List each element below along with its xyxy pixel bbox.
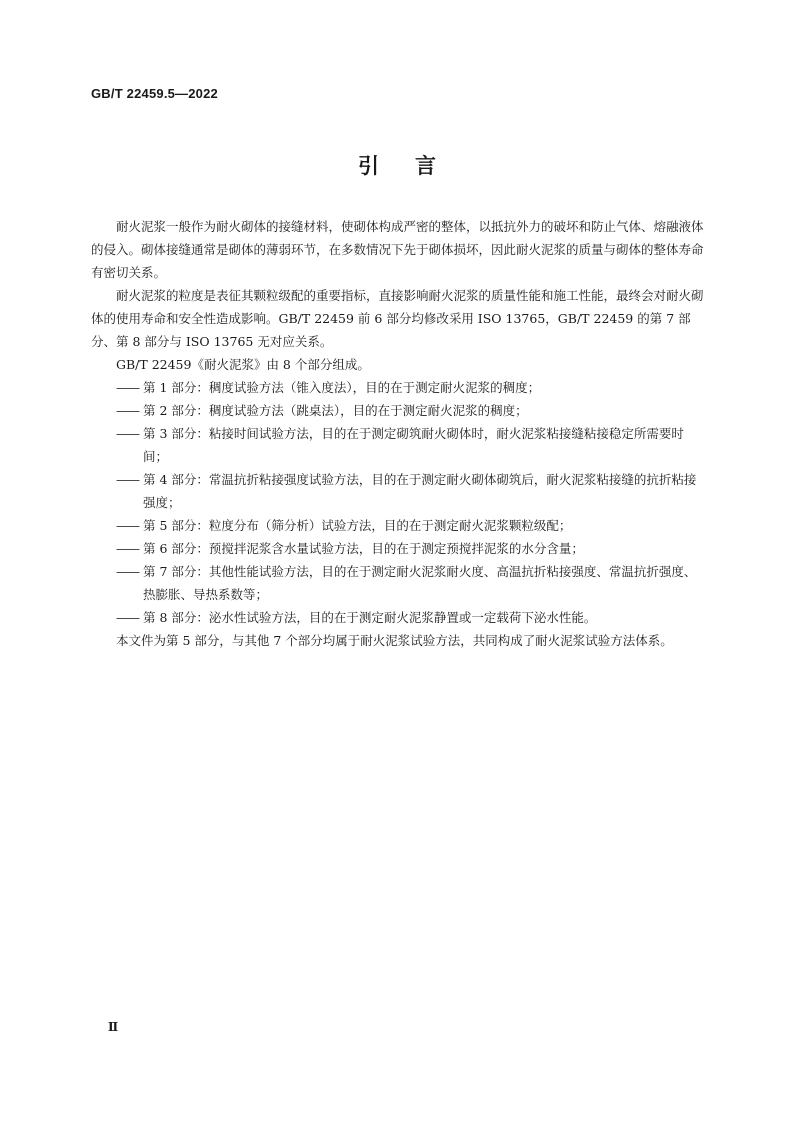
- list-item: [91, 376, 707, 399]
- list-item-text: 第 3 部分：粘接时间试验方法，目的在于测定砌筑耐火砌体时，耐火泥浆粘接缝粘接稳定所需要时间；: [143, 426, 684, 464]
- title-char-1: 引: [358, 154, 379, 178]
- list-dash: ——: [116, 518, 139, 533]
- list-item-text: 第 6 部分：预搅拌泥浆含水量试验方法，目的在于测定预搅拌泥浆的水分含量；: [143, 541, 584, 556]
- list-dash: ——: [116, 610, 139, 625]
- list-dash: ——: [116, 541, 139, 556]
- list-item-text: 第 5 部分：粒度分布（筛分析）试验方法，目的在于测定耐火泥浆颗粒级配；: [143, 518, 572, 533]
- list-item-text: 第 1 部分：稠度试验方法（锥入度法），目的在于测定耐火泥浆的稠度；: [143, 380, 541, 395]
- list-item-text: 第 8 部分：泌水性试验方法，目的在于测定耐火泥浆静置或一定载荷下泌水性能。: [143, 610, 597, 625]
- list-dash: ——: [116, 472, 139, 487]
- list-item: [91, 606, 707, 629]
- standard-code: GB/T 22459.5—2022: [91, 86, 218, 101]
- list-item: [91, 560, 707, 606]
- paragraph-2: 耐火泥浆的粒度是表征其颗粒级配的重要指标，直接影响耐火泥浆的质量性能和施工性能，最终会对耐火砌体的使用寿命和安全性造成影响。GB/T 22459 前 6 部分均修改采用 ISO 13765，GB/T 22459 的第 7 部分、第 8 部分与 ISO 13765 无对应关系。: [91, 288, 704, 349]
- paragraph-1: 耐火泥浆一般作为耐火砌体的接缝材料，使砌体构成严密的整体，以抵抗外力的破坏和防止气体、熔融液体的侵入。砌体接缝通常是砌体的薄弱环节，在多数情况下先于砌体损坏，因此耐火泥浆的质量与砌体的整体寿命有密切关系。: [91, 219, 704, 280]
- list-item-text: 第 2 部分：稠度试验方法（跳桌法），目的在于测定耐火泥浆的稠度；: [143, 403, 528, 418]
- list-item: [91, 537, 707, 560]
- title-char-2: 言: [415, 154, 436, 178]
- list-dash: ——: [116, 380, 139, 395]
- introduction-body: [91, 215, 707, 652]
- paragraph-3: GB/T 22459《耐火泥浆》由 8 个部分组成。: [116, 357, 370, 372]
- list-item: [91, 514, 707, 537]
- list-item: [91, 399, 707, 422]
- list-item-text: 第 7 部分：其他性能试验方法，目的在于测定耐火泥浆耐火度、高温抗折粘接强度、常温抗折强度、热膨胀、导热系数等；: [143, 564, 697, 602]
- list-item-text: 第 4 部分：常温抗折粘接强度试验方法，目的在于测定耐火砌体砌筑后，耐火泥浆粘接缝的抗折粘接强度；: [143, 472, 697, 510]
- list-item: [91, 468, 707, 514]
- list-dash: ——: [116, 564, 139, 579]
- list-dash: ——: [116, 403, 139, 418]
- page-title: [0, 150, 794, 180]
- list-dash: ——: [116, 426, 139, 441]
- closing-paragraph: 本文件为第 5 部分，与其他 7 个部分均属于耐火泥浆试验方法，共同构成了耐火泥浆试验方法体系。: [116, 633, 673, 648]
- page-number: Ⅱ: [108, 1020, 119, 1034]
- list-item: [91, 422, 707, 468]
